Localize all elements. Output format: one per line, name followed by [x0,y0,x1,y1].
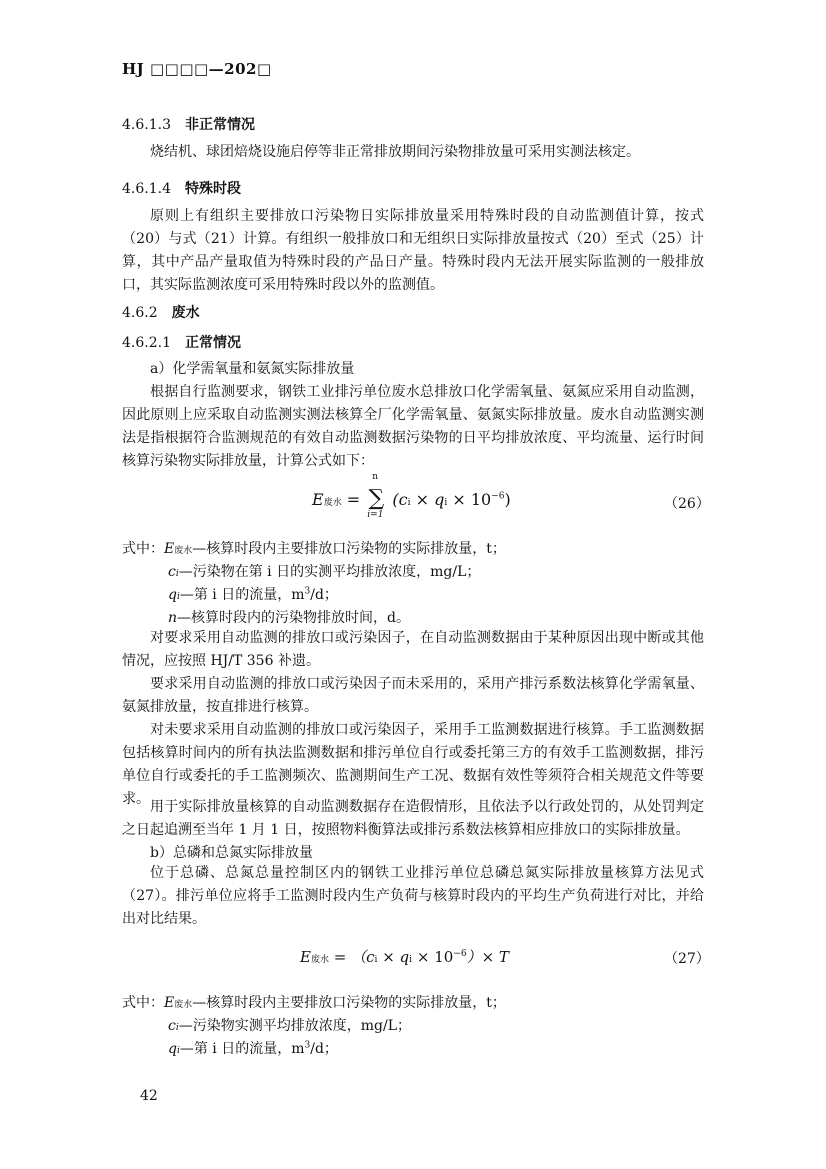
formula-subscript: i [409,955,413,965]
formula-sum [365,472,387,520]
formula-number: （26） [664,496,710,512]
formula-body: （c [351,948,375,966]
sum-upper-limit: n [372,472,379,482]
section-number: 4.6.2 [122,305,158,321]
section-title: 非正常情况 [184,117,255,133]
section-number: 4.6.2.1 [122,335,171,351]
formula-q: q [399,948,410,966]
formula-27 [300,946,509,967]
variable: n [168,610,178,626]
section-heading-4-6-1-4 [122,178,241,198]
formula-close: ) [504,490,511,509]
formula-ten: 10 [470,490,492,509]
definition: —第 i 日的流量，m [179,1041,305,1057]
variable-subscript: 废水 [174,546,193,556]
section-heading-4-6-2-1 [122,332,241,352]
formula-subscript: i [444,498,448,508]
section-heading-4-6-1-3 [122,114,255,134]
paragraph: 位于总磷、总氮总量控制区内的钢铁工业排污单位总磷总氮实际排放量核算方法见式（27）。排污单位应将手工监测时段内生产负荷与核算时段内的平均生产负荷进行对比，并给出对比结果。 [122,865,704,927]
formula-lhs: E [312,490,324,509]
paragraph: 对要求采用自动监测的排放口或污染因子，在自动监测数据由于某种原因出现中断或其他情况，应按照 HJ/T 356 补遗。 [122,630,704,669]
variable-subscript: 废水 [174,1000,193,1010]
section-number: 4.6.1.4 [122,181,171,197]
formula-number: （27） [664,951,710,967]
sum-lower-limit: i=1 [367,510,384,520]
definition: —第 i 日的流量，m [179,587,305,603]
variable-subscript: i [175,1023,179,1033]
document-header: HJ □□□□—202□ [122,60,272,78]
where-prefix: 式中： [122,995,164,1011]
variable: q [168,587,177,603]
times-symbol: × [415,490,429,509]
variable: c [168,564,176,580]
definition: —污染物在第 i 日的实测平均排放浓度，mg/L； [178,564,481,580]
variable: E [164,995,175,1011]
formula-body: (c [392,490,408,509]
variable: c [168,1018,176,1034]
paragraph: 根据自行监测要求，钢铁工业排污单位废水总排放口化学需氧量、氨氮应采用自动监测，因此原则上应采取自动监测实测法核算全厂化学需氧量、氨氮实际排放量。废水自动监测实测法是指根据符合监测规范的有效自动监测数据污染物的日平均排放浓度、平均流量、运行时间核算污染物实际排放量，计算公式如下： [122,384,704,469]
times-symbol: × [382,948,395,966]
section-title: 特殊时段 [184,181,241,197]
formula-subscript: i [374,955,378,965]
definition-tail: /d； [310,587,338,603]
variable: q [168,1041,177,1057]
formula-exponent: −6 [453,949,467,959]
paragraph: 对未要求采用自动监测的排放口或污染因子，采用手工监测数据进行核算。手工监测数据包括核算时间内的所有执法监测数据和排污单位自行或委托第三方的有效手工监测数据，排污单位自行或委托的手工监测频次、监测期间生产工况、数据有效性等须符合相关规范文件等要求。 [122,722,704,807]
formula-26 [312,472,511,520]
formula-subscript: i [407,498,411,508]
formula-q: q [434,490,445,509]
definition: —污染物实测平均排放浓度，mg/L； [178,1018,411,1034]
formula-equals: = [346,490,361,509]
where-line [122,538,506,558]
paragraph: 烧结机、球团焙烧设施启停等非正常排放期间污染物排放量可采用实测法核定。 [150,144,640,160]
sum-symbol: ∑ [368,486,385,511]
subitem-a: a）化学需氧量和氨氮实际排放量 [150,361,355,377]
paragraph: 用于实际排放量核算的自动监测数据存在造假情形，且依法予以行政处罚的，从处罚判定之日起追溯至当年 1 月 1 日，按照物料衡算法或排污系数法核算相应排放口的实际排放量。 [122,799,704,838]
paragraph: 要求采用自动监测的排放口或污染因子而未采用的，采用产排污系数法核算化学需氧量、氨氮排放量，按直排进行核算。 [122,676,704,715]
where-line [168,1038,338,1058]
variable: E [164,541,175,557]
section-number: 4.6.1.3 [122,117,171,133]
paragraph: 原则上有组织主要排放口污染物日实际排放量采用特殊时段的自动监测值计算，按式（20）与式（21）计算。有组织一般排放口和无组织日实际排放量按式（20）至式（25）计算，其中产品产量取值为特殊时段的产品日产量。特殊时段内无法开展实际监测的一般排放口，其实际监测浓度可采用特殊时段以外的监测值。 [122,208,704,293]
variable-subscript: i [175,569,179,579]
formula-equals: = [333,948,347,966]
page-number: 42 [140,1088,158,1104]
where-prefix: 式中： [122,541,164,557]
section-heading-4-6-2 [122,302,200,322]
definition-tail: /d； [310,1041,338,1057]
times-symbol: × [452,490,466,509]
where-line [168,584,338,604]
subitem-b: b）总磷和总氮实际排放量 [150,845,313,861]
superscript: 3 [304,586,311,597]
formula-close: ）× T [466,948,509,966]
times-symbol: × [416,948,430,966]
section-title: 废水 [171,305,200,321]
superscript: 3 [304,1040,311,1051]
formula-lhs-subscript: 废水 [310,955,329,965]
where-line [168,561,480,581]
variable-subscript: i [176,592,180,602]
where-line [168,1015,411,1035]
definition: —核算时段内主要排放口污染物的实际排放量，t； [192,541,506,557]
variable-subscript: i [176,1046,180,1056]
definition: —核算时段内的污染物排放时间，d。 [177,610,410,626]
where-line [122,992,506,1012]
formula-exponent: −6 [491,491,505,502]
formula-ten: 10 [434,948,454,966]
where-line [168,607,410,627]
definition: —核算时段内主要排放口污染物的实际排放量，t； [192,995,506,1011]
formula-lhs-subscript: 废水 [323,498,342,508]
section-title: 正常情况 [184,335,241,351]
formula-lhs: E [300,948,311,966]
